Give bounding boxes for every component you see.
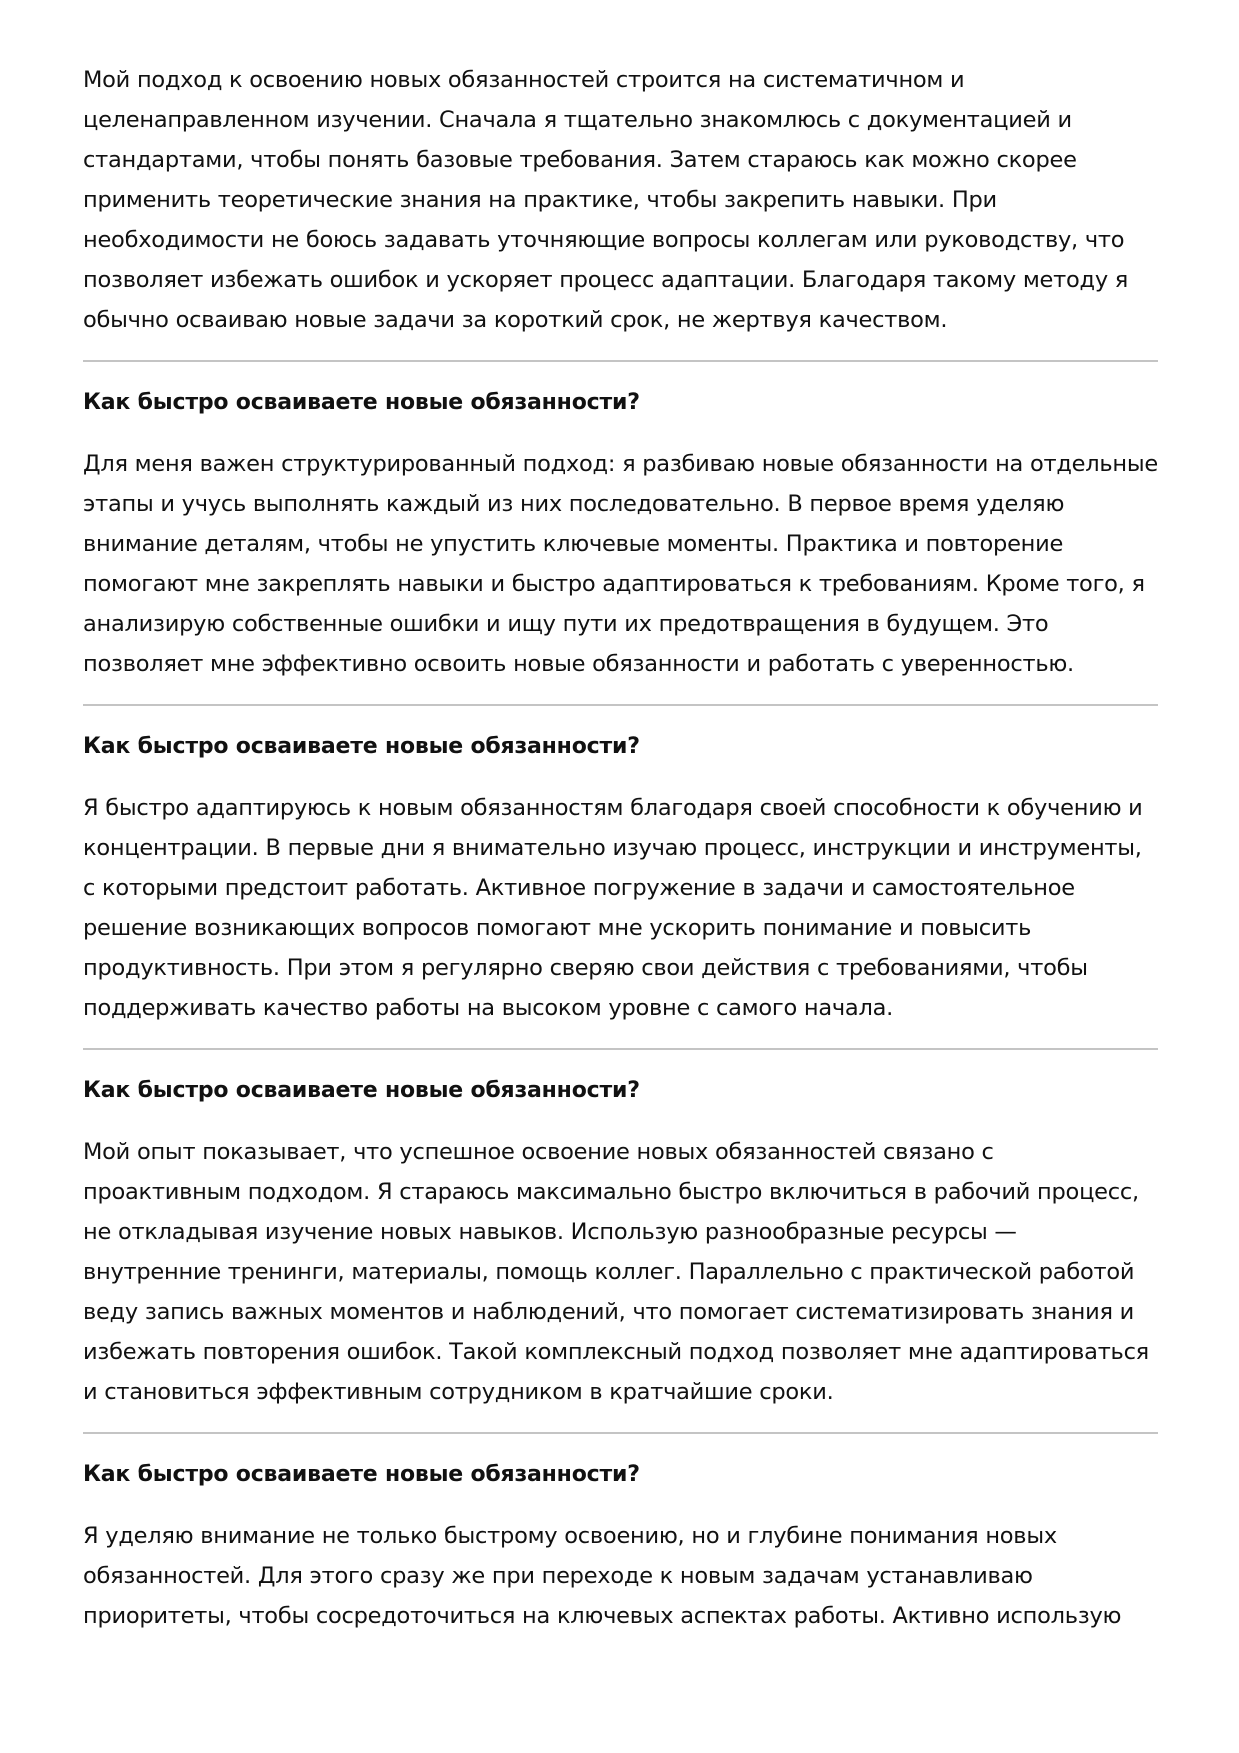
intro-paragraph: Мой подход к освоению новых обязанностей строится на систематичном и целенаправленном изучении. Сначала я тщательно знакомлюсь с документацией и стандартами, чтобы понять базовые требования. Затем стараюсь как можно скорее применить теоретические знания на практике, чтобы закрепить навыки. При необходимости не боюсь задавать уточняющие вопросы коллегам или руководству, что позволяет избежать ошибок и ускоряет процесс адаптации. Благодаря такому методу я обычно осваиваю новые задачи за короткий срок, не жертвуя качеством. <box>83 67 1129 333</box>
section-divider <box>83 704 1158 706</box>
answer-paragraph: Для меня важен структурированный подход: я разбиваю новые обязанности на отдельные этапы и учусь выполнять каждый из них последовательно. В первое время уделяю внимание деталям, чтобы не упустить ключевые моменты. Практика и повторение помогают мне закреплять навыки и быстро адаптироваться к требованиям. Кроме того, я анализирую собственные ошибки и ищу пути их предотвращения в будущем. Это позволяет мне эффективно освоить новые обязанности и работать с уверенностью. <box>83 451 1158 677</box>
section-divider <box>83 1432 1158 1434</box>
qa-section-1 <box>83 388 1158 706</box>
qa-section-3 <box>83 1076 1158 1434</box>
answer-paragraph: Я уделяю внимание не только быстрому освоению, но и глубине понимания новых обязанностей. Для этого сразу же при переходе к новым задачам устанавливаю приоритеты, чтобы сосредоточиться на ключевых аспектах работы. Активно использую <box>83 1523 1122 1629</box>
question-heading: Как быстро осваиваете новые обязанности? <box>83 1462 640 1487</box>
qa-section-4 <box>83 1460 1158 1636</box>
section-divider <box>83 1048 1158 1050</box>
question-heading: Как быстро осваиваете новые обязанности? <box>83 1078 640 1103</box>
question-heading: Как быстро осваиваете новые обязанности? <box>83 390 640 415</box>
qa-section-2 <box>83 732 1158 1050</box>
question-heading: Как быстро осваиваете новые обязанности? <box>83 734 640 759</box>
document-page <box>83 60 1158 1636</box>
answer-paragraph: Мой опыт показывает, что успешное освоение новых обязанностей связано с проактивным подходом. Я стараюсь максимально быстро включиться в рабочий процесс, не откладывая изучение новых навыков. Использую разнообразные ресурсы — внутренние тренинги, материалы, помощь коллег. Параллельно с практической работой веду запись важных моментов и наблюдений, что помогает систематизировать знания и избежать повторения ошибок. Такой комплексный подход позволяет мне адаптироваться и становиться эффективным сотрудником в кратчайшие сроки. <box>83 1139 1149 1405</box>
section-divider <box>83 360 1158 362</box>
answer-paragraph: Я быстро адаптируюсь к новым обязанностям благодаря своей способности к обучению и концентрации. В первые дни я внимательно изучаю процесс, инструкции и инструменты, с которыми предстоит работать. Активное погружение в задачи и самостоятельное решение возникающих вопросов помогают мне ускорить понимание и повысить продуктивность. При этом я регулярно сверяю свои действия с требованиями, чтобы поддерживать качество работы на высоком уровне с самого начала. <box>83 795 1143 1021</box>
